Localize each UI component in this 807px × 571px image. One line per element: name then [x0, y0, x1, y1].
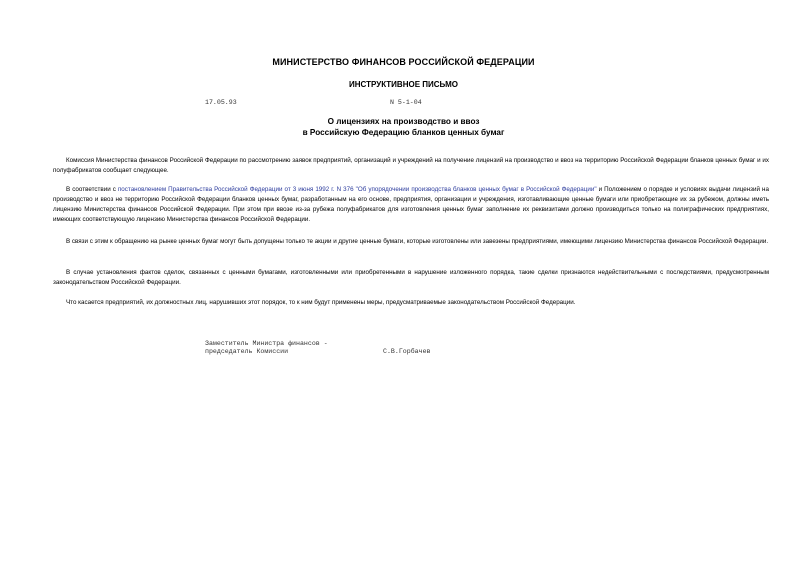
document-subject — [0, 116, 807, 138]
signature-title-line-1: Заместитель Министра финансов - — [205, 340, 328, 347]
subject-line-1: О лицензиях на производство и ввоз — [327, 117, 480, 126]
paragraph-4: В случае установления фактов сделок, связанных с ценными бумагами, изготовленными или приобретенными в нарушение изложенного порядка, такие сделки признаются недействительными с последствиями, предусмотренным законодательством Российской Федерации. — [53, 269, 769, 286]
paragraph-1: Комиссия Министерства финансов Российской Федерации по рассмотрению заявок предприятий, организаций и учреждений на получение лицензий на производство и ввоз на территорию Российской Федерации бланков ценных бумаг и их полуфабрикатов сообщает следующее. — [53, 157, 769, 174]
ministry-heading: МИНИСТЕРСТВО ФИНАНСОВ РОССИЙСКОЙ ФЕДЕРАЦИИ — [272, 57, 535, 67]
document-type-heading: ИНСТРУКТИВНОЕ ПИСЬМО — [349, 80, 458, 89]
paragraph-2-intro: В соответствии с — [66, 186, 118, 193]
document-number: N 5-1-04 — [390, 99, 422, 106]
resolution-link[interactable]: постановлением Правительства Российской Федерации от 3 июня 1992 г. N 376 "Об упорядочении производства бланков ценных бумаг в Российской Федерации" — [117, 186, 597, 193]
paragraph-2 — [53, 185, 769, 225]
signature-name: С.В.Горбачев — [383, 348, 431, 355]
paragraph-3: В связи с этим к обращению на рынке ценных бумаг могут быть допущены только те акции и другие ценные бумаги, которые изготовлены или завезены предприятиями, имеющими лицензию Министерства финансов Российской Федерации. — [66, 238, 769, 245]
subject-line-2: в Российскую Федерацию бланков ценных бумаг — [302, 128, 505, 137]
paragraph-2-rest: и Положением о порядке и условиях выдачи лицензий на производство и ввоз не территорию Российской Федерации бланков ценных бумаг, разработанным на его основе, предприятия, организации и учреждения, изготавливающие ценные бумаги или приобретающие их за рубежом, должны иметь лицензию Министерства финансов Российской Федерации. При этом при ввозе из-за рубежа полуфабрикатов для изготовления ценных бумаг заполнение их реквизитами должно производиться только на полиграфических предприятиях, имеющих соответствующую лицензию Министерства финансов Российской Федерации. — [53, 186, 769, 223]
document-date: 17.05.93 — [205, 99, 237, 106]
paragraph-5: Что касается предприятий, их должностных лиц, нарушивших этот порядок, то к ним будут применены меры, предусматриваемые законодательством Российской Федерации. — [66, 299, 576, 306]
signature-title-line-2: председатель Комиссии — [205, 348, 289, 355]
